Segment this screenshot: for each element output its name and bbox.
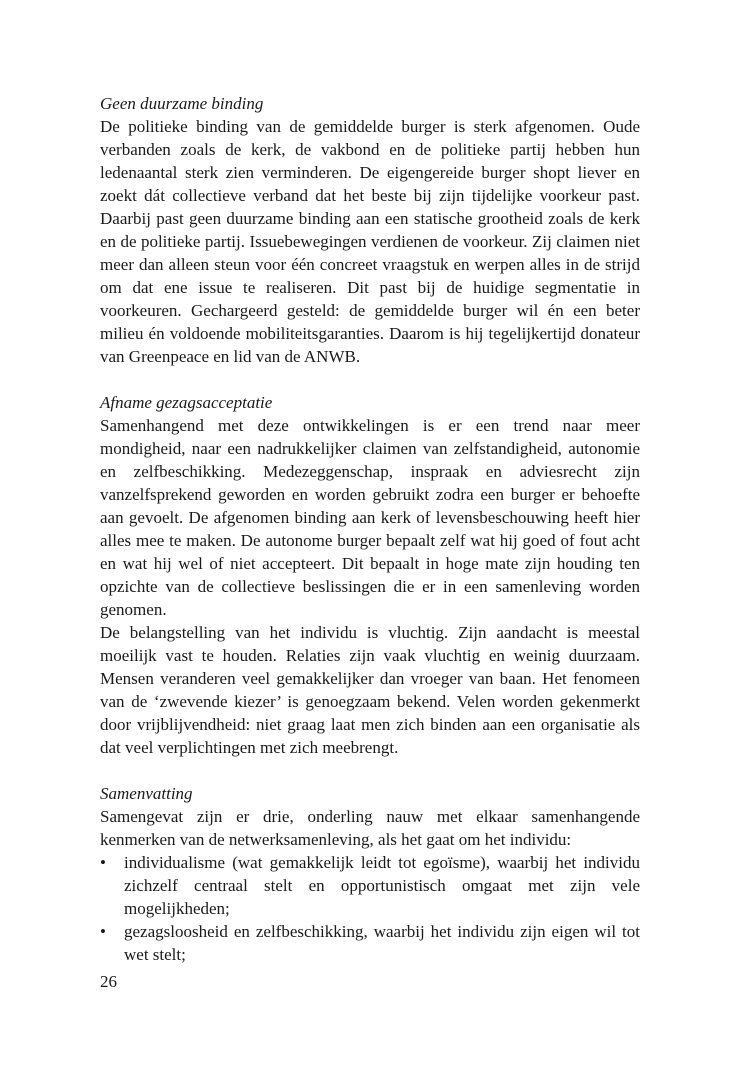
paragraph: De politieke binding van de gemiddelde burger is sterk afgenomen. Oude verbanden zoals de kerk, de vakbond en de politieke partij hebben hun ledenaantal sterk zien verminderen. De eigengereide burger shopt liever en zoekt dát collectieve verband dat het beste bij zijn tijdelijke voorkeur past. Daarbij past geen duurzame binding aan een statische grootheid zoals de kerk en de politieke partij. Issuebewegingen verdienen de voorkeur. Zij claimen niet meer dan alleen steun voor één concreet vraagstuk en werpen alles in de strijd om dat ene issue te realiseren. Dit past bij de huidige segmentatie in voorkeuren. Gechargeerd gesteld: de gemiddelde burger wil én een beter milieu én voldoende mobiliteitsgaranties. Daarom is hij tegelijkertijd donateur van Greenpeace en lid van de ANWB. [100, 117, 640, 366]
text-column [100, 92, 640, 966]
section-geen-duurzame-binding [100, 92, 640, 368]
bullet-text: gezagsloosheid en zelfbeschikking, waarbij het individu zijn eigen wil tot wet stelt; [124, 922, 640, 964]
bullet-icon: • [100, 922, 106, 941]
section-afname-gezagsacceptatie [100, 391, 640, 759]
bullet-item [100, 851, 640, 920]
bullet-list [100, 851, 640, 966]
paragraph: De belangstelling van het individu is vluchtig. Zijn aandacht is meestal moeilijk vast te houden. Relaties zijn vaak vluchtig en weinig duurzaam. Mensen veranderen veel gemakkelijker dan vroeger van baan. Het fenomeen van de ‘zwevende kiezer’ is genoegzaam bekend. Velen worden gekenmerkt door vrijblijvendheid: niet graag laat men zich binden aan een organisatie als dat veel verplichtingen met zich meebrengt. [100, 623, 640, 757]
paragraph: Samenhangend met deze ontwikkelingen is er een trend naar meer mondigheid, naar een nadrukkelijker claimen van zelfstandigheid, autonomie en zelfbeschikking. Medezeggenschap, inspraak en adviesrecht zijn vanzelfsprekend geworden en worden gebruikt zodra een burger er behoefte aan gevoelt. De afgenomen binding aan kerk of levensbeschouwing heeft hier alles mee te maken. De autonome burger bepaalt zelf wat hij goed of fout acht en wat hij wel of niet accepteert. Dit bepaalt in hoge mate zijn houding ten opzichte van de collectieve beslissingen die er in een samenleving worden genomen. [100, 416, 640, 619]
page-number: 26 [100, 972, 117, 991]
section-samenvatting [100, 782, 640, 966]
bullet-item [100, 920, 640, 966]
section-heading: Geen duurzame binding [100, 94, 264, 113]
bullet-icon: • [100, 853, 106, 872]
section-heading: Afname gezagsacceptatie [100, 393, 273, 412]
paragraph: Samengevat zijn er drie, onderling nauw met elkaar samenhangende kenmerken van de netwerksamenleving, als het gaat om het individu: [100, 807, 640, 849]
bullet-text: individualisme (wat gemakkelijk leidt tot egoïsme), waarbij het individu zichzelf centraal stelt en opportunistisch omgaat met zijn vele mogelijkheden; [124, 853, 640, 918]
section-heading: Samenvatting [100, 784, 193, 803]
